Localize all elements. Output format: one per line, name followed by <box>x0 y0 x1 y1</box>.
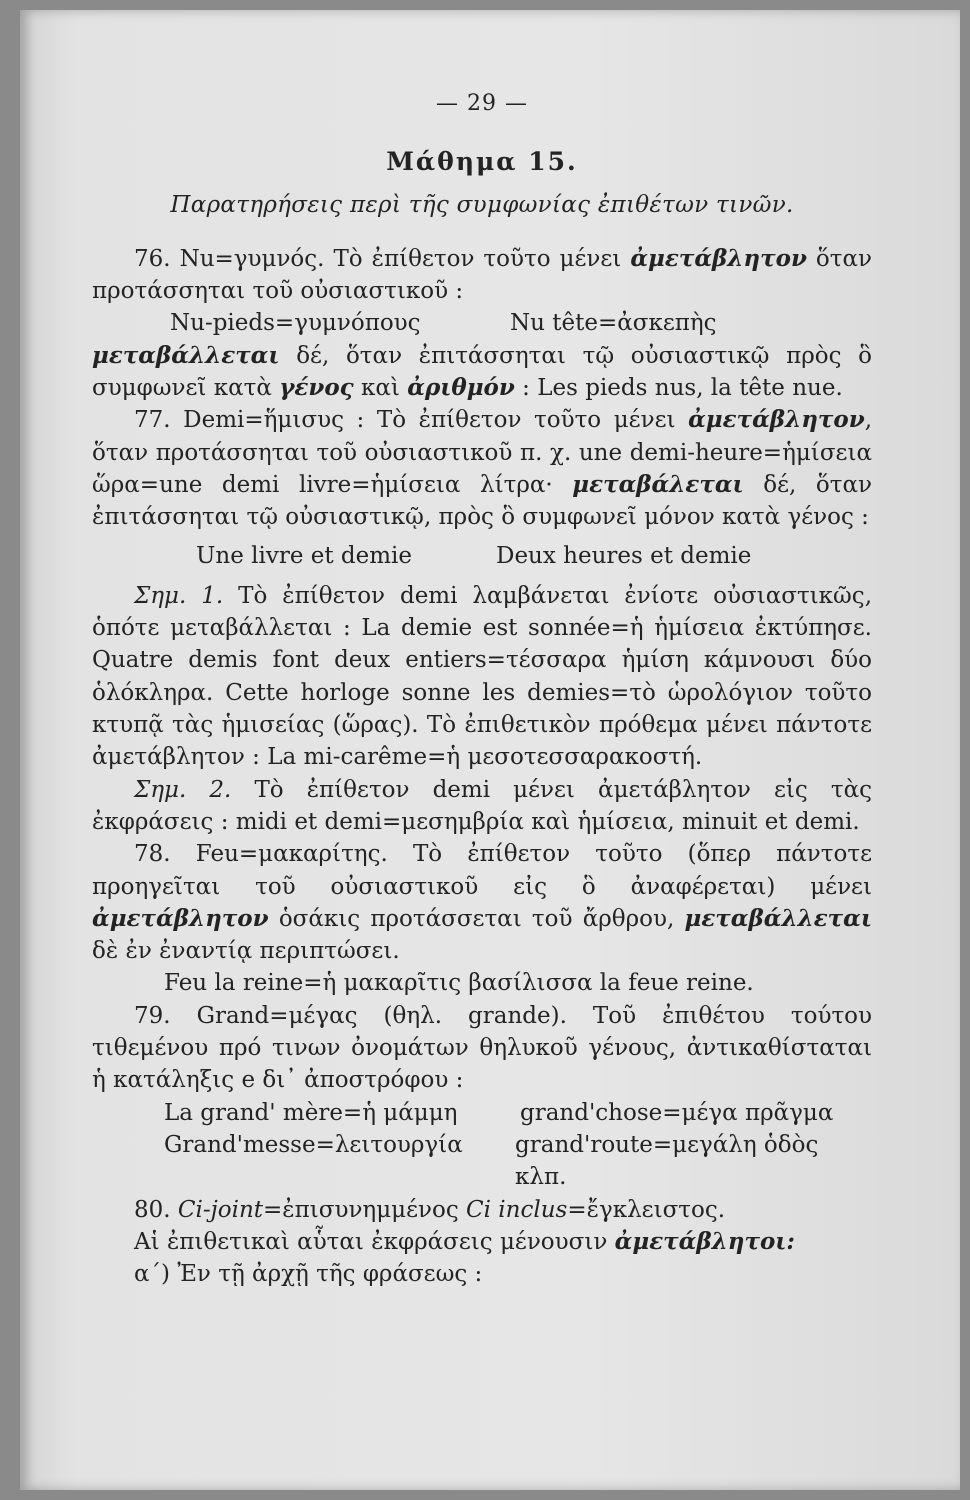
p80-num: 80. <box>134 1196 171 1223</box>
example-row-76 <box>92 307 872 339</box>
paragraph-80-line3: α´) Ἐν τῇ ἀρχῇ τῆς φράσεως : <box>134 1261 483 1288</box>
keyword-ametavliton-2: ἀμετάβλητον <box>688 406 865 434</box>
keyword-metavalletai-2: μεταβάλλεται <box>684 904 872 932</box>
p76-end: : Les pieds nus, la tête nue. <box>522 375 843 402</box>
paragraph-79: 79. Grand=μέγας (θηλ. grande). Τοῦ ἐπιθέτου τούτου τιθεμένου πρό τινων ὀνομάτων θηλυκοῦ γένους, ἀντικαθίσταται ἡ κατάληξις e δι᾽ ἀποστρόφου : <box>92 1002 872 1094</box>
gloss-ci-joint: =ἐπισυνημμένος <box>263 1196 459 1223</box>
example-feu-reine: Feu la reine=ἡ μακαρῖτις βασίλισσα la feue reine. <box>164 970 754 997</box>
p76-lead: 76. Nu=γυμνός. Τὸ ἐπίθετον τοῦτο μένει <box>134 245 622 272</box>
keyword-arithmon: ἀριθμόν <box>407 374 515 402</box>
paragraph-80 <box>92 1194 872 1226</box>
note-1 <box>92 580 872 774</box>
page-text <box>92 88 872 1290</box>
page-number: — 29 — <box>436 91 528 116</box>
keyword-genos: γένος <box>279 374 354 402</box>
example-nu-pieds: Nu-pieds=γυμνόπους <box>170 310 421 337</box>
p76-mid: δέ, ὅταν ἐπιτάσσηται τῷ οὐσιαστικῷ πρὸς ὃ συμφωνεῖ κατὰ <box>92 342 872 402</box>
example-nu-tete: Nu tête=ἀσκεπὴς <box>510 310 717 337</box>
term-ci-joint: Ci-joint <box>177 1196 264 1223</box>
p76-rest: ὅταν προτάσσηται τοῦ οὐσιαστικοῦ : <box>92 245 873 305</box>
lesson-title: Μάθημα 15. <box>386 147 578 177</box>
note-2-label: Σημ. 2. <box>134 776 232 803</box>
paragraph-76-cont <box>92 340 872 405</box>
p77-mid: , ὅταν προτάσσηται τοῦ οὐσιαστικοῦ π. χ. une demi-heure=ἡμίσεια ὥρα=une demi livre=ἡμίσεια λίτρα· <box>92 407 873 498</box>
note-2-text: Τὸ ἐπίθετον demi μένει ἀμετάβλητον εἰς τὰς ἐκφράσεις : midi et demi=μεσημβρία καὶ ἡμίσεια, minuit et demi. <box>92 776 873 835</box>
note-1-text: Τὸ ἐπίθετον demi λαμβάνεται ἐνίοτε οὐσιαστικῶς, ὁπότε μεταβάλλεται : La demie est sonnée=ἡ ἡμίσεια ἐκτύπησε. Quatre demis font deux entiers=τέσσαρα ἡμίση κάμνουσι δύο ὁλόκληρα. Cette horloge sonne les demies=τὸ ὡρολόγιον τοῦτο κτυπᾷ τὰς ἡμισείας (ὥρας). Τὸ ἐπιθετικὸν πρόθεμα μένει πάντοτε ἀμετάβλητον : La mi-carême=ἡ μεσοτεσσαρακοστή. <box>92 582 873 771</box>
example-grand-route: grand'route=μεγάλη ὁδὸς κλπ. <box>515 1131 819 1191</box>
p78-mid: ὁσάκις προτάσσεται τοῦ ἄρθρου, <box>278 905 675 932</box>
note-2 <box>92 774 872 839</box>
example-livre-demie: Une livre et demie <box>196 542 413 569</box>
p76-kai: καὶ <box>361 375 400 402</box>
example-row-79a <box>92 1097 872 1129</box>
example-grand-chose: grand'chose=μέγα πρᾶγμα <box>520 1099 834 1126</box>
p78-lead: 78. Feu=μακαρίτης. Τὸ ἐπίθετον τοῦτο (ὅπερ πάντοτε προηγεῖται τοῦ οὐσιαστικοῦ εἰς ὃ ἀναφέρεται) μένει <box>92 841 872 900</box>
paragraph-77 <box>92 404 872 533</box>
keyword-ametavliton: ἀμετάβλητον <box>630 244 807 272</box>
keyword-ametavlitoi: ἀμετάβλητοι: <box>614 1227 795 1255</box>
example-grand-mere: La grand' mère=ἡ μάμμη <box>164 1099 458 1126</box>
p77-end: δέ, ὅταν ἐπιτάσσηται τῷ οὐσιαστικῷ, πρὸς ὃ συμφωνεῖ μόνον κατὰ γένος : <box>92 471 872 531</box>
term-ci-inclus: Ci inclus <box>466 1196 568 1223</box>
example-grand-messe: Grand'messe=λειτουργία <box>164 1131 463 1158</box>
keyword-metavaletai: μεταβάλεται <box>572 470 744 498</box>
example-row-77 <box>92 540 872 572</box>
p77-lead: 77. Demi=ἥμισυς : Τὸ ἐπίθετον τοῦτο μένει <box>134 407 676 434</box>
keyword-ametavliton-3: ἀμετάβλητον <box>92 904 269 932</box>
keyword-metavalletai: μεταβάλλεται <box>92 341 280 369</box>
p78-end: δὲ ἐν ἐναντίᾳ περιπτώσει. <box>92 938 400 965</box>
book-page <box>20 10 960 1490</box>
note-1-label: Σημ. 1. <box>134 582 224 609</box>
example-row-79b <box>92 1129 872 1194</box>
paragraph-80-line2 <box>92 1226 872 1258</box>
paragraph-76 <box>92 243 872 308</box>
example-heures-demie: Deux heures et demie <box>496 542 752 569</box>
paragraph-78 <box>92 838 872 967</box>
section-subtitle: Παρατηρήσεις περὶ τῆς συμφωνίας ἐπιθέτων τινῶν. <box>170 191 794 218</box>
p80-line2: Αἱ ἐπιθετικαὶ αὗται ἐκφράσεις μένουσιν <box>134 1228 608 1255</box>
gloss-ci-inclus: =ἔγκλειστος. <box>567 1196 726 1223</box>
